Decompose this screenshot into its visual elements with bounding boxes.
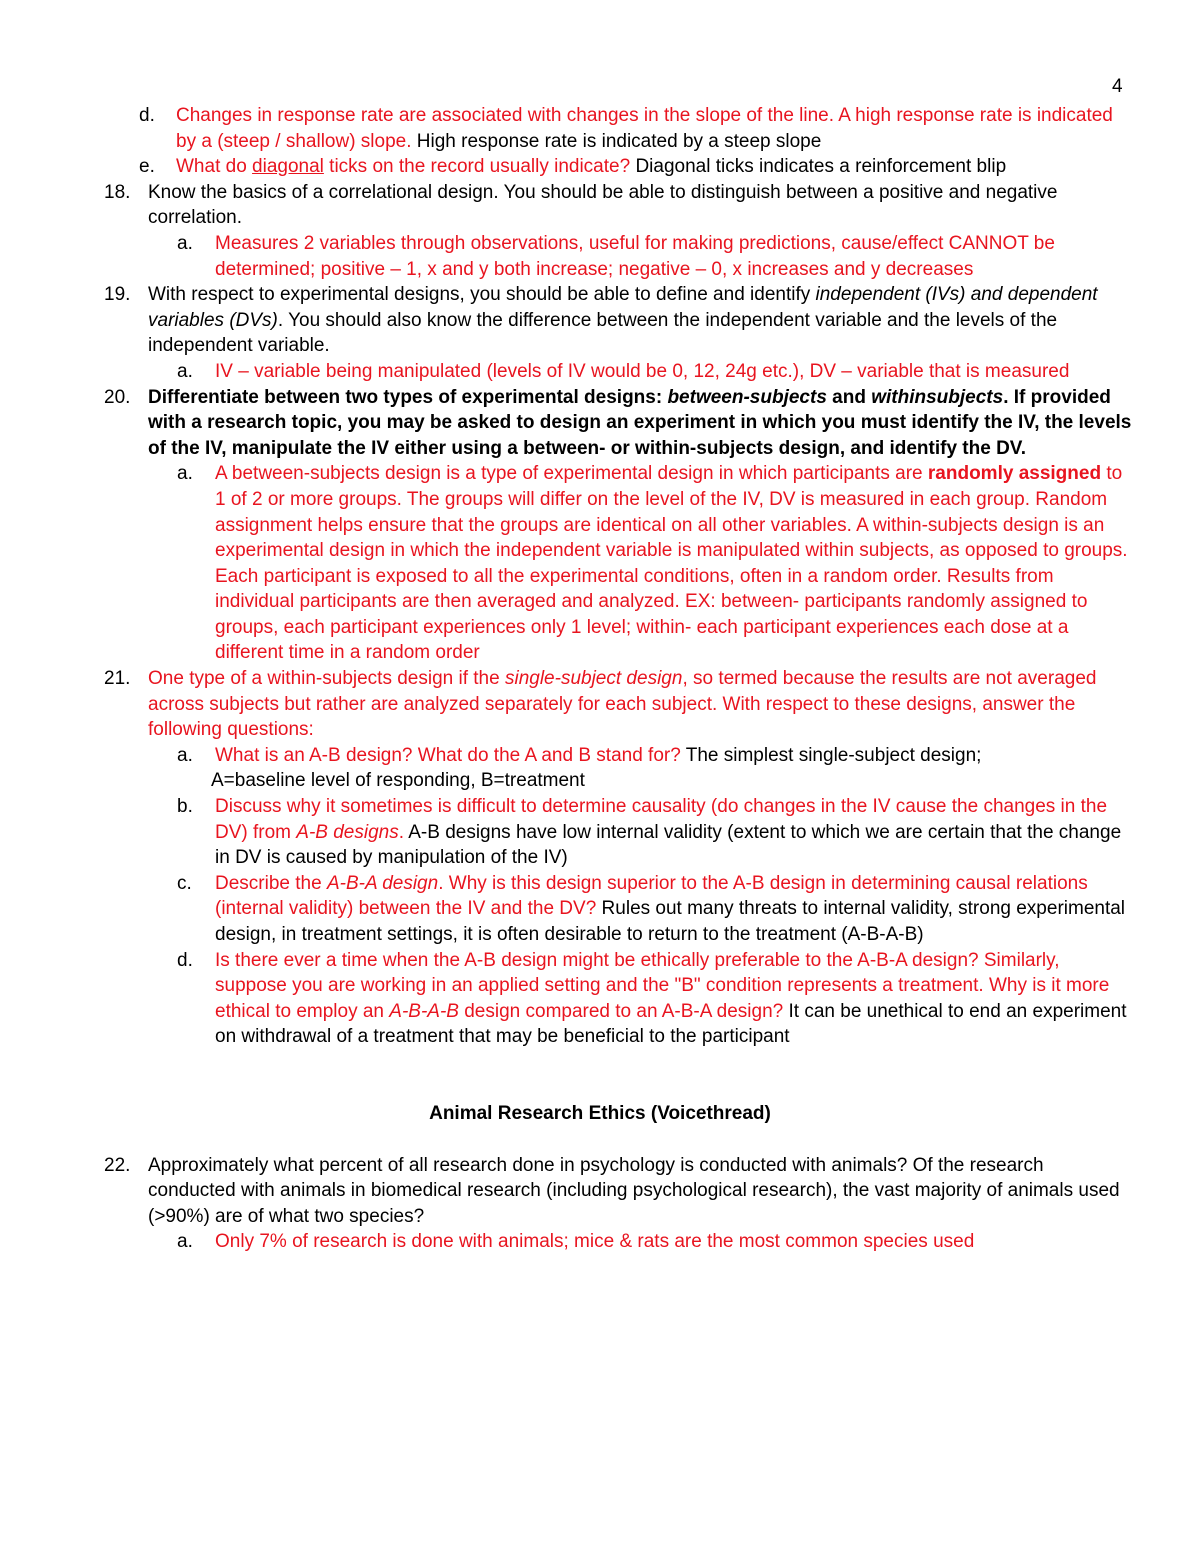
list-item-21b [0,794,1134,871]
list-marker: a. [177,463,193,485]
question-text: Discuss why it sometimes is difficult to determine causality (do changes in the IV cause the changes in the DV) from [215,796,1108,843]
list-item-20a [0,461,1134,666]
italic-term: between-subjects [667,386,827,408]
list-marker: c. [177,872,192,894]
list-item-22a [0,1229,1134,1255]
question-text: . If provided with a research topic, you may be asked to design an experiment in which you must identify the IV, the levels of the IV, manipulate the IV either using a between- or within-subjects design, and identify the DV. [148,386,1132,459]
question-text: . [398,821,405,843]
list-item-17e [0,154,1134,180]
list-marker: 21. [104,668,131,690]
question-text: ticks on the record usually indicate? [323,156,631,178]
list-item-17d [0,103,1134,154]
question-text: . You should also know the difference between the independent variable and the levels of the independent variable. [148,309,1058,357]
question-text: . Why is this design superior to the A-B design in determining causal relations (internal validity) between the IV and the DV? [215,872,1088,920]
answer-text: Diagonal ticks indicates a reinforcement blip [630,156,1007,178]
answer-text: A=baseline level of responding, B=treatment [211,770,585,792]
list-item-20 [0,385,1134,462]
list-marker: 20. [104,386,131,408]
question-text: and [826,386,872,408]
answer-text: Only 7% of research is done with animals; mice & rats are the most common species used [215,1231,975,1253]
answer-text: IV – variable being manipulated (levels of IV would be 0, 12, 24g etc.), DV – variable that is measured [215,360,1070,382]
list-marker: 19. [104,284,131,306]
list-marker: d. [139,105,155,126]
list-item-21d [0,948,1134,1050]
list-marker: e. [139,156,155,178]
list-marker: 18. [104,181,131,203]
list-item-21a [0,743,1134,794]
page-number: 4 [1112,76,1123,97]
question-text: With respect to experimental designs, you should be able to define and identify [148,284,816,306]
answer-text: Rules out many threats to internal validity, strong experimental design, in treatment settings, it is often desirable to return to the treatment (A-B-A-B) [215,898,1126,945]
italic-term: A-B-A-B [389,1000,459,1022]
list-marker: b. [177,796,193,818]
list-marker: a. [177,1231,193,1253]
answer-text: High response rate is indicated by a steep slope [411,130,822,152]
question-text: What is an A-B design? What do the A and B stand for? [215,744,681,766]
answer-text: Measures 2 variables through observations, useful for making predictions, cause/effect CANNOT be determined; positive – 1, x and y both increase; negative – 0, x increases and y decreases [215,232,1055,280]
list-item-21c [0,871,1134,948]
answer-text: A-B designs have low internal validity (extent to which we are certain that the change in DV is caused by manipulation of the IV) [215,821,1122,869]
italic-term: withinsubjects [871,386,1004,408]
question-text: Differentiate between two types of experimental designs: [148,386,668,408]
answer-text: The simplest single-subject design; [680,744,982,766]
list-marker: a. [177,744,193,766]
answer-text: to 1 of 2 or more groups. The groups will differ on the level of the IV, DV is measured in each group. Random assignment helps ensure that the groups are identical on all other variables. A within-subjects design is an experimental design in which the independent variable is manipulated within subjects, as opposed to groups. Each participant is exposed to all the experimental conditions, often in a random order. Results from individual participants are then averaged and analyzed. EX: between- participants randomly assigned to groups, each participant experiences only 1 level; within- each participant experiences each dose at a different time in a random order [215,463,1128,664]
question-text: design compared to an A-B-A design? [458,1000,784,1022]
underlined-word: diagonal [252,156,324,178]
question-text: Changes in response rate are associated with changes in the slope of the line. A high response rate is indicated by a (steep / shallow) slope. [176,105,1113,152]
answer-text: A between-subjects design is a type of experimental design in which participants are [215,463,928,485]
document-body [0,103,1200,1255]
list-item-19a [0,359,1134,385]
question-text: , so termed because the results are not averaged across subjects but rather are analyzed separately for each subject. With respect to these designs, answer the following questions: [148,668,1097,741]
answer-text: It can be unethical to end an experiment on withdrawal of a treatment that may be beneficial to the participant [215,1000,1127,1048]
italic-term: independent (IVs) and dependent variables (DVs) [148,284,1098,331]
bold-term: randomly assigned [927,463,1102,485]
question-text: Approximately what percent of all research done in psychology is conducted with animals? Of the research conducted with animals in biomedical research (including psychological research), the vast majority of animals used (>90%) are of what two species? [148,1154,1120,1227]
question-text: What do [176,156,253,178]
italic-term: single-subject design [504,668,683,690]
list-item-22 [0,1153,1134,1230]
section-heading: Animal Research Ethics (Voicethread) [429,1102,771,1124]
italic-term: A-B-A design [326,872,439,894]
list-item-18 [0,180,1134,231]
list-marker: a. [177,360,193,382]
list-item-21 [0,666,1134,743]
list-marker: a. [177,232,193,254]
italic-term: A-B designs [296,821,399,843]
list-item-18a [0,231,1134,282]
question-text: Know the basics of a correlational design. You should be able to distinguish between a positive and negative correlation. [148,181,1058,229]
question-text: Is there ever a time when the A-B design might be ethically preferable to the A-B-A design? Similarly, suppose you are working in an applied setting and the "B" condition represents a treatment. Why is it more ethical to employ an [215,949,1110,1022]
list-marker: 22. [104,1154,131,1176]
list-marker: d. [177,949,193,971]
question-text: One type of a within-subjects design if the [148,668,505,690]
list-item-19 [0,282,1134,359]
question-text: Describe the [215,872,327,894]
